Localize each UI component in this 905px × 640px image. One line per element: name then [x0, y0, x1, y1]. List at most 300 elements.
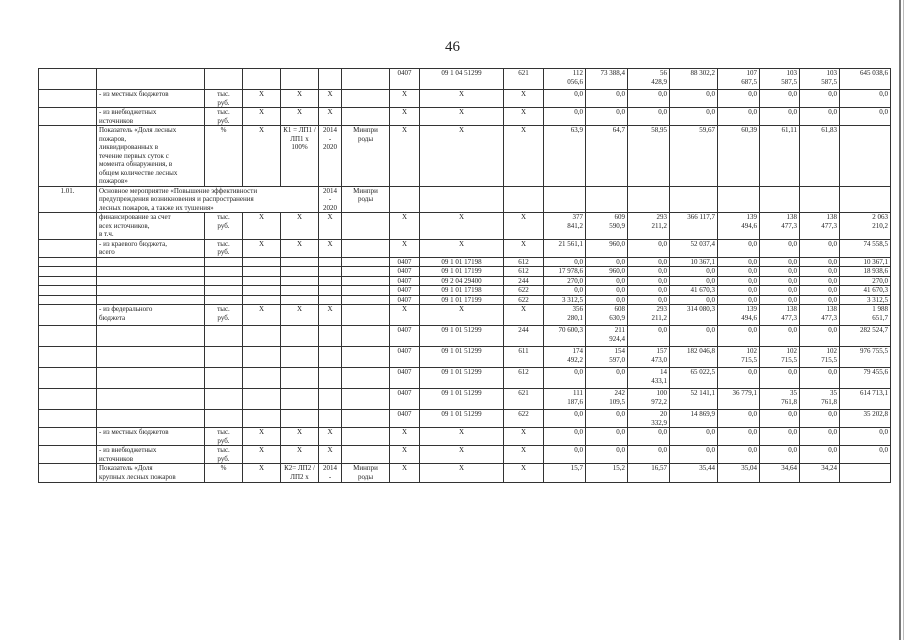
table-cell: 0,0: [718, 239, 760, 257]
table-cell: 0,0: [760, 267, 800, 277]
table-cell: 65 022,5: [670, 368, 718, 389]
table-cell: 0,0: [760, 90, 800, 108]
table-cell: 102 715,5: [800, 347, 840, 368]
table-cell: тыс. руб.: [205, 108, 243, 126]
table-cell: X: [390, 428, 420, 446]
table-cell: 0407: [390, 267, 420, 277]
table-cell: X: [420, 428, 504, 446]
table-cell: 0,0: [628, 108, 670, 126]
table-cell: 36 779,1: [718, 389, 760, 410]
table-cell: 0,0: [760, 446, 800, 464]
table-cell: X: [243, 213, 281, 240]
table-row: [39, 239, 891, 257]
table-cell: X: [390, 446, 420, 464]
table-cell: 0,0: [800, 326, 840, 347]
table-cell: [281, 389, 319, 410]
table-cell: 0,0: [760, 428, 800, 446]
table-cell: 366 117,7: [670, 213, 718, 240]
table-cell: 0,0: [628, 326, 670, 347]
table-cell: [243, 326, 281, 347]
table-cell: 244: [504, 276, 544, 286]
table-cell: 0,0: [718, 286, 760, 296]
table-cell: [39, 69, 97, 90]
table-cell: 0,0: [628, 239, 670, 257]
table-cell: [342, 267, 390, 277]
table-cell: X: [390, 126, 420, 187]
table-cell: 34,64: [760, 464, 800, 483]
table-cell: [39, 108, 97, 126]
table-cell: [342, 108, 390, 126]
table-cell: X: [420, 464, 504, 483]
table-cell: 0,0: [670, 276, 718, 286]
table-cell: 0,0: [840, 90, 891, 108]
table-cell: 0,0: [718, 276, 760, 286]
table-cell: X: [243, 108, 281, 126]
table-cell: 139 494,6: [718, 305, 760, 326]
table-cell: 622: [504, 295, 544, 305]
table-cell: 293 211,2: [628, 305, 670, 326]
table-row: [39, 276, 891, 286]
table-cell: X: [420, 126, 504, 187]
table-cell: [281, 276, 319, 286]
table-cell: [97, 69, 205, 90]
table-cell: [97, 326, 205, 347]
table-cell: 0,0: [840, 446, 891, 464]
table-cell: 60,39: [718, 126, 760, 187]
table-cell: [243, 389, 281, 410]
table-cell: [281, 257, 319, 267]
table-cell: 0,0: [628, 286, 670, 296]
table-cell: 0,0: [800, 90, 840, 108]
table-cell: 16,57: [628, 464, 670, 483]
table-cell: 35 202,8: [840, 410, 891, 428]
table-cell: 0407: [390, 286, 420, 296]
table-cell: [281, 347, 319, 368]
table-row: [39, 389, 891, 410]
table-cell: 0,0: [718, 428, 760, 446]
table-cell: [97, 267, 205, 277]
table-cell: 09 1 01 17199: [420, 295, 504, 305]
table-cell: 0,0: [800, 295, 840, 305]
table-cell: 293 211,2: [628, 213, 670, 240]
table-cell: [718, 186, 760, 213]
table-cell: 73 388,4: [586, 69, 628, 90]
table-cell: [205, 286, 243, 296]
table-cell: [342, 90, 390, 108]
table-cell: 0,0: [544, 446, 586, 464]
table-cell: 138 477,3: [800, 305, 840, 326]
table-row: [39, 90, 891, 108]
table-cell: 09 1 01 51299: [420, 368, 504, 389]
table-cell: [342, 286, 390, 296]
table-cell: 645 038,6: [840, 69, 891, 90]
table-cell: 174 492,2: [544, 347, 586, 368]
table-cell: Показатель «Доля крупных лесных пожаров: [97, 464, 205, 483]
table-cell: [39, 326, 97, 347]
table-cell: 79 455,6: [840, 368, 891, 389]
table-cell: [39, 389, 97, 410]
table-cell: [39, 267, 97, 277]
table-cell: 0,0: [544, 428, 586, 446]
table-cell: [97, 347, 205, 368]
table-cell: [205, 267, 243, 277]
table-cell: [39, 213, 97, 240]
table-cell: К2= ЛП2 / ЛП2 х: [281, 464, 319, 483]
table-cell: [243, 69, 281, 90]
table-row: [39, 428, 891, 446]
table-cell: 58,95: [628, 126, 670, 187]
table-cell: 0,0: [544, 257, 586, 267]
table-cell: [39, 368, 97, 389]
table-cell: 0,0: [760, 286, 800, 296]
table-cell: 157 473,0: [628, 347, 670, 368]
table-cell: 608 630,9: [586, 305, 628, 326]
table-cell: [319, 267, 342, 277]
table-cell: [319, 257, 342, 267]
table-cell: 88 302,2: [670, 69, 718, 90]
table-row: [39, 464, 891, 483]
table-cell: 0,0: [670, 428, 718, 446]
table-cell: [319, 368, 342, 389]
table-cell: X: [281, 305, 319, 326]
table-cell: 41 670,3: [670, 286, 718, 296]
table-cell: - из местных бюджетов: [97, 428, 205, 446]
table-cell: 0407: [390, 326, 420, 347]
table-cell: X: [420, 90, 504, 108]
table-cell: X: [319, 108, 342, 126]
table-cell: X: [319, 213, 342, 240]
table-cell: 621: [504, 69, 544, 90]
table-cell: 70 600,3: [544, 326, 586, 347]
table-row: [39, 69, 891, 90]
table-cell: - из внебюджетных источников: [97, 108, 205, 126]
table-cell: Показатель «Доля лесных пожаров, ликвидированных в течение первых суток с момента обнаружения, в общем количестве лесных пожаров»: [97, 126, 205, 187]
table-cell: [205, 347, 243, 368]
table-cell: X: [504, 446, 544, 464]
table-cell: %: [205, 126, 243, 187]
table-cell: - из внебюджетных источников: [97, 446, 205, 464]
table-cell: Основное мероприятие «Повышение эффективности предупреждения возникновения и распространения лесных пожаров, а также их тушения»: [97, 186, 319, 213]
table-cell: 09 1 01 51299: [420, 410, 504, 428]
table-cell: X: [420, 305, 504, 326]
table-cell: 35,44: [670, 464, 718, 483]
table-cell: X: [281, 213, 319, 240]
table-cell: [800, 186, 840, 213]
table-cell: X: [420, 213, 504, 240]
table-cell: X: [281, 90, 319, 108]
table-row: [39, 257, 891, 267]
table-cell: - из краевого бюджета, всего: [97, 239, 205, 257]
table-cell: 0,0: [628, 446, 670, 464]
table-cell: - из местных бюджетов: [97, 90, 205, 108]
table-cell: 20 332,9: [628, 410, 670, 428]
table-cell: 2014 - 2020: [319, 126, 342, 187]
table-cell: 0,0: [586, 108, 628, 126]
table-cell: 103 587,5: [800, 69, 840, 90]
table-cell: [342, 446, 390, 464]
table-cell: [39, 295, 97, 305]
table-cell: [39, 257, 97, 267]
table-cell: [97, 410, 205, 428]
table-cell: 3 312,5: [544, 295, 586, 305]
table-cell: X: [390, 90, 420, 108]
table-cell: тыс. руб.: [205, 305, 243, 326]
table-cell: 63,9: [544, 126, 586, 187]
table-row: [39, 108, 891, 126]
table-cell: X: [281, 446, 319, 464]
table-cell: X: [504, 213, 544, 240]
table-cell: 59,67: [670, 126, 718, 187]
table-cell: X: [243, 90, 281, 108]
table-cell: 107 687,5: [718, 69, 760, 90]
table-cell: 0,0: [670, 90, 718, 108]
table-cell: [243, 276, 281, 286]
table-row: [39, 410, 891, 428]
table-cell: [39, 410, 97, 428]
table-cell: [319, 410, 342, 428]
table-cell: 0407: [390, 69, 420, 90]
table-cell: 0,0: [670, 295, 718, 305]
table-cell: [342, 239, 390, 257]
table-cell: X: [319, 305, 342, 326]
table-cell: 3 312,5: [840, 295, 891, 305]
table-cell: 0,0: [586, 446, 628, 464]
table-cell: тыс. руб.: [205, 428, 243, 446]
table-cell: [39, 446, 97, 464]
table-cell: 35,04: [718, 464, 760, 483]
table-cell: [342, 326, 390, 347]
table-cell: 100 972,2: [628, 389, 670, 410]
table-cell: 52 141,1: [670, 389, 718, 410]
table-cell: 0,0: [544, 286, 586, 296]
table-cell: тыс. руб.: [205, 213, 243, 240]
table-cell: 0,0: [760, 239, 800, 257]
table-cell: X: [243, 446, 281, 464]
table-cell: 0,0: [628, 90, 670, 108]
page-number: 46: [445, 39, 460, 55]
table-cell: 139 494,6: [718, 213, 760, 240]
table-cell: [840, 464, 891, 483]
table-cell: 0,0: [670, 267, 718, 277]
table-cell: 0,0: [800, 267, 840, 277]
table-cell: тыс. руб.: [205, 239, 243, 257]
table-cell: 282 524,7: [840, 326, 891, 347]
table-cell: X: [504, 108, 544, 126]
table-cell: 0407: [390, 410, 420, 428]
table-row: [39, 186, 891, 213]
table-cell: X: [281, 108, 319, 126]
table-row: [39, 295, 891, 305]
table-cell: X: [504, 464, 544, 483]
table-row: [39, 286, 891, 296]
table-cell: 0407: [390, 276, 420, 286]
table-cell: [281, 286, 319, 296]
table-cell: 614 713,1: [840, 389, 891, 410]
table-cell: [243, 295, 281, 305]
table-cell: [342, 410, 390, 428]
table-cell: 0,0: [800, 410, 840, 428]
table-cell: [281, 326, 319, 347]
table-cell: [319, 69, 342, 90]
table-cell: [97, 276, 205, 286]
table-cell: 0,0: [800, 239, 840, 257]
table-cell: 0407: [390, 389, 420, 410]
table-cell: 61,11: [760, 126, 800, 187]
table-cell: 10 367,1: [670, 257, 718, 267]
table-cell: [281, 410, 319, 428]
table-cell: [342, 305, 390, 326]
table-cell: Минпри роды: [342, 186, 390, 213]
table-cell: [342, 428, 390, 446]
table-cell: 0,0: [544, 90, 586, 108]
table-cell: [39, 126, 97, 187]
table-cell: 14 433,1: [628, 368, 670, 389]
table-cell: X: [504, 239, 544, 257]
table-cell: Минпри роды: [342, 126, 390, 187]
table-cell: [39, 428, 97, 446]
table-cell: [97, 286, 205, 296]
table-cell: 960,0: [586, 239, 628, 257]
table-cell: [586, 186, 628, 213]
table-cell: 0,0: [760, 410, 800, 428]
table-cell: [390, 186, 420, 213]
table-cell: 1 988 651,7: [840, 305, 891, 326]
table-cell: 138 477,3: [800, 213, 840, 240]
table-cell: 0,0: [670, 108, 718, 126]
table-cell: 0,0: [628, 257, 670, 267]
table-cell: 0,0: [800, 257, 840, 267]
table-cell: X: [390, 305, 420, 326]
table-cell: 64,7: [586, 126, 628, 187]
table-cell: 0,0: [840, 428, 891, 446]
table-cell: 622: [504, 286, 544, 296]
table-cell: [342, 213, 390, 240]
table-cell: 09 1 01 51299: [420, 347, 504, 368]
table-row: [39, 213, 891, 240]
table-cell: 976 755,5: [840, 347, 891, 368]
table-cell: 0,0: [544, 410, 586, 428]
table-cell: 15,2: [586, 464, 628, 483]
table-cell: 09 1 01 17198: [420, 257, 504, 267]
table-cell: [39, 464, 97, 483]
table-cell: 0,0: [628, 295, 670, 305]
table-cell: 61,83: [800, 126, 840, 187]
table-cell: 34,24: [800, 464, 840, 483]
table-cell: [281, 368, 319, 389]
table-cell: 0,0: [718, 108, 760, 126]
table-cell: [243, 257, 281, 267]
table-cell: 35 761,8: [800, 389, 840, 410]
table-cell: 0,0: [544, 368, 586, 389]
table-cell: 0,0: [760, 257, 800, 267]
table-cell: 0,0: [800, 286, 840, 296]
table-cell: 103 587,5: [760, 69, 800, 90]
table-cell: [243, 368, 281, 389]
table-cell: 0407: [390, 295, 420, 305]
table-cell: 0,0: [718, 257, 760, 267]
table-cell: [243, 286, 281, 296]
table-cell: 0,0: [586, 428, 628, 446]
table-cell: [243, 410, 281, 428]
table-cell: X: [281, 239, 319, 257]
table-cell: X: [319, 446, 342, 464]
table-cell: 612: [504, 368, 544, 389]
table-cell: 74 558,5: [840, 239, 891, 257]
table-cell: [205, 410, 243, 428]
table-cell: 612: [504, 267, 544, 277]
table-cell: [342, 368, 390, 389]
table-cell: 10 367,1: [840, 257, 891, 267]
page-edge-line: [899, 0, 901, 640]
table-cell: 56 428,9: [628, 69, 670, 90]
table-cell: 112 056,6: [544, 69, 586, 90]
table-cell: [319, 295, 342, 305]
table-cell: 09 1 04 51299: [420, 69, 504, 90]
table-cell: 15,7: [544, 464, 586, 483]
table-cell: 0,0: [800, 368, 840, 389]
table-cell: 0,0: [760, 295, 800, 305]
table-cell: [39, 90, 97, 108]
table-cell: 09 1 01 17198: [420, 286, 504, 296]
table-cell: 0407: [390, 257, 420, 267]
table-cell: X: [504, 428, 544, 446]
table-cell: 609 590,9: [586, 213, 628, 240]
table-cell: 270,0: [544, 276, 586, 286]
table-cell: X: [420, 108, 504, 126]
table-cell: 0407: [390, 368, 420, 389]
table-cell: 102 715,5: [718, 347, 760, 368]
table-row: [39, 446, 891, 464]
budget-table: [38, 68, 891, 483]
table-cell: 0,0: [586, 410, 628, 428]
table-cell: [97, 295, 205, 305]
table-cell: [39, 276, 97, 286]
table-cell: 0,0: [760, 108, 800, 126]
table-cell: 0,0: [800, 276, 840, 286]
table-cell: [205, 295, 243, 305]
table-cell: тыс. руб.: [205, 90, 243, 108]
table-cell: 0,0: [800, 108, 840, 126]
table-cell: 0,0: [718, 326, 760, 347]
table-cell: 0,0: [586, 286, 628, 296]
table-cell: X: [243, 428, 281, 446]
table-cell: [342, 69, 390, 90]
table-cell: 0,0: [670, 446, 718, 464]
table-cell: [205, 326, 243, 347]
table-cell: 0,0: [800, 428, 840, 446]
table-cell: 182 046,8: [670, 347, 718, 368]
table-cell: X: [504, 90, 544, 108]
table-cell: 0,0: [628, 267, 670, 277]
table-cell: 52 037,4: [670, 239, 718, 257]
page-edge-line-shadow: [903, 0, 904, 640]
table-cell: X: [243, 305, 281, 326]
table-cell: 154 597,0: [586, 347, 628, 368]
table-cell: X: [243, 464, 281, 483]
table-cell: [205, 368, 243, 389]
table-cell: X: [420, 446, 504, 464]
table-cell: [760, 186, 800, 213]
table-cell: X: [319, 428, 342, 446]
table-cell: 0,0: [760, 276, 800, 286]
table-cell: [319, 347, 342, 368]
table-cell: 0,0: [586, 295, 628, 305]
table-cell: [281, 267, 319, 277]
table-cell: тыс. руб.: [205, 446, 243, 464]
table-cell: [205, 69, 243, 90]
table-cell: 2 063 210,2: [840, 213, 891, 240]
table-cell: [342, 347, 390, 368]
